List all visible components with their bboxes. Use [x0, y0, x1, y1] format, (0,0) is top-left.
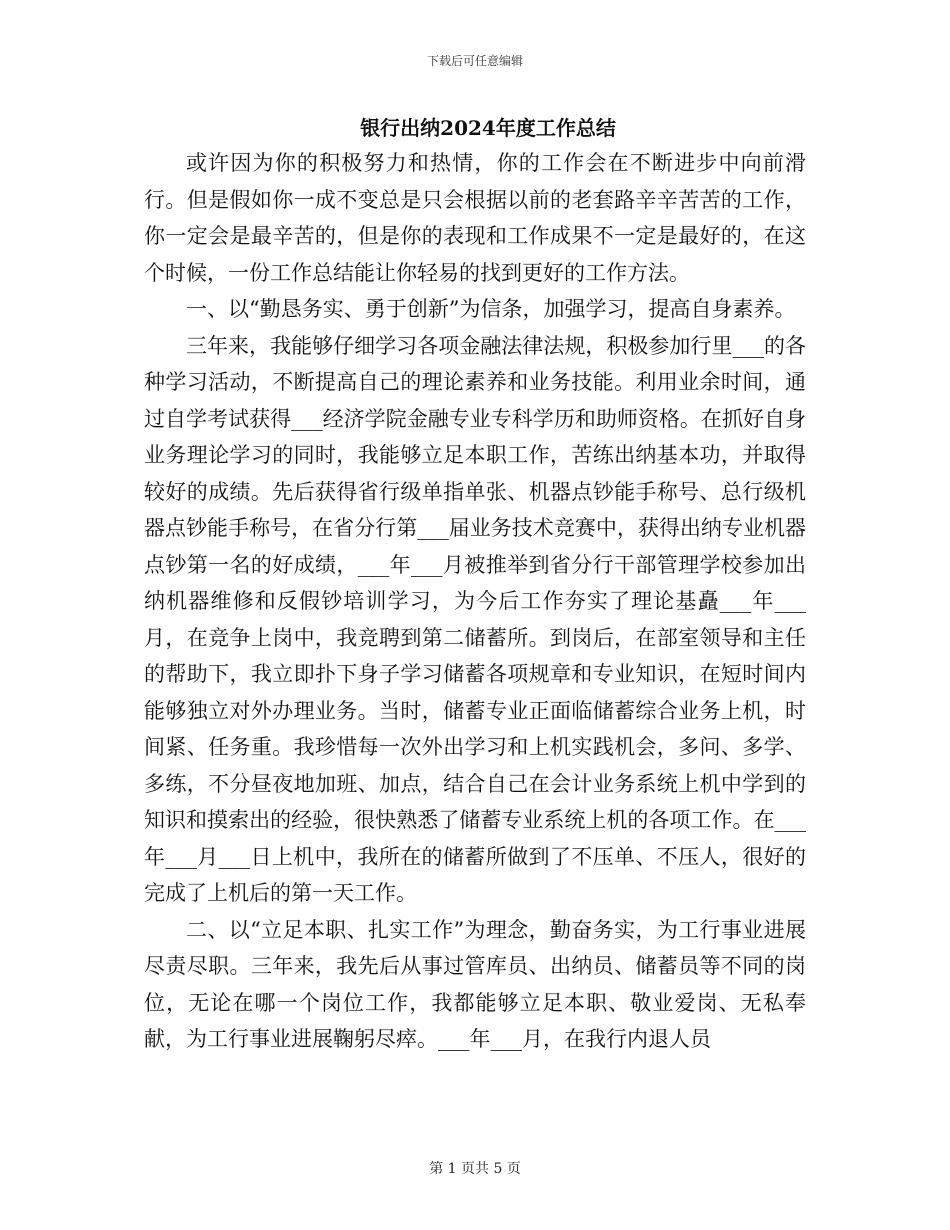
paragraph-section-one-heading: 一、以“勤恳务实、勇于创新”为信条，加强学习，提高自身素养。	[186, 297, 796, 321]
paragraph-intro: 或许因为你的积极努力和热情，你的工作会在不断进步中向前滑行。但是假如你一成不变总是只会根据以前的老套路辛辛苦苦的工作，你一定会是最辛苦的，但是你的表现和工作成果不一定是最好的，在这个时候，一份工作总结能让你轻易的找到更好的工作方法。	[144, 151, 806, 285]
page-footer: 第 1 页共 5 页	[429, 1161, 521, 1177]
header-note: 下载后可任意编辑	[426, 54, 523, 68]
paragraph-section-two: 二、以“立足本职、扎实工作”为理念，勤奋务实，为工行事业进展尽责尽职。三年来，我先后从事过管库员、出纳员、储蓄员等不同的岗位，无论在哪一个岗位工作，我都能够立足本职、敬业爱岗、无私奉献，为工行事业进展鞠躬尽瘁。___年___月，在我行内退人员	[144, 917, 806, 1051]
document-title: 银行出纳2024年度工作总结	[360, 116, 616, 140]
document-body	[144, 112, 806, 1058]
paragraph-section-one-body: 三年来，我能够仔细学习各项金融法律法规，积极参加行里___的各种学习活动，不断提高自己的理论素养和业务技能。利用业余时间，通过自学考试获得___经济学院金融专业专科学历和助师资格。在抓好自身业务理论学习的同时，我能够立足本职工作，苦练出纳基本功，并取得较好的成绩。先后获得省行级单指单张、机器点钞能手称号、总行级机器点钞能手称号，在省分行第___届业务技术竞赛中，获得出纳专业机器点钞第一名的好成绩，___年___月被推举到省分行干部管理学校参加出纳机器维修和反假钞培训学习，为今后工作夯实了理论基矗___年___月，在竞争上岗中，我竞聘到第二储蓄所。到岗后，在部室领导和主任的帮助下，我立即扑下身子学习储蓄各项规章和专业知识，在短时间内能够独立对外办理业务。当时，储蓄专业正面临储蓄综合业务上机，时间紧、任务重。我珍惜每一次外出学习和上机实践机会，多问、多学、多练，不分昼夜地加班、加点，结合自己在会计业务系统上机中学到的知识和摸索出的经验，很快熟悉了储蓄专业系统上机的各项工作。在___年___月___日上机中，我所在的储蓄所做到了不压单、不压人，很好的完成了上机后的第一天工作。	[144, 333, 806, 905]
